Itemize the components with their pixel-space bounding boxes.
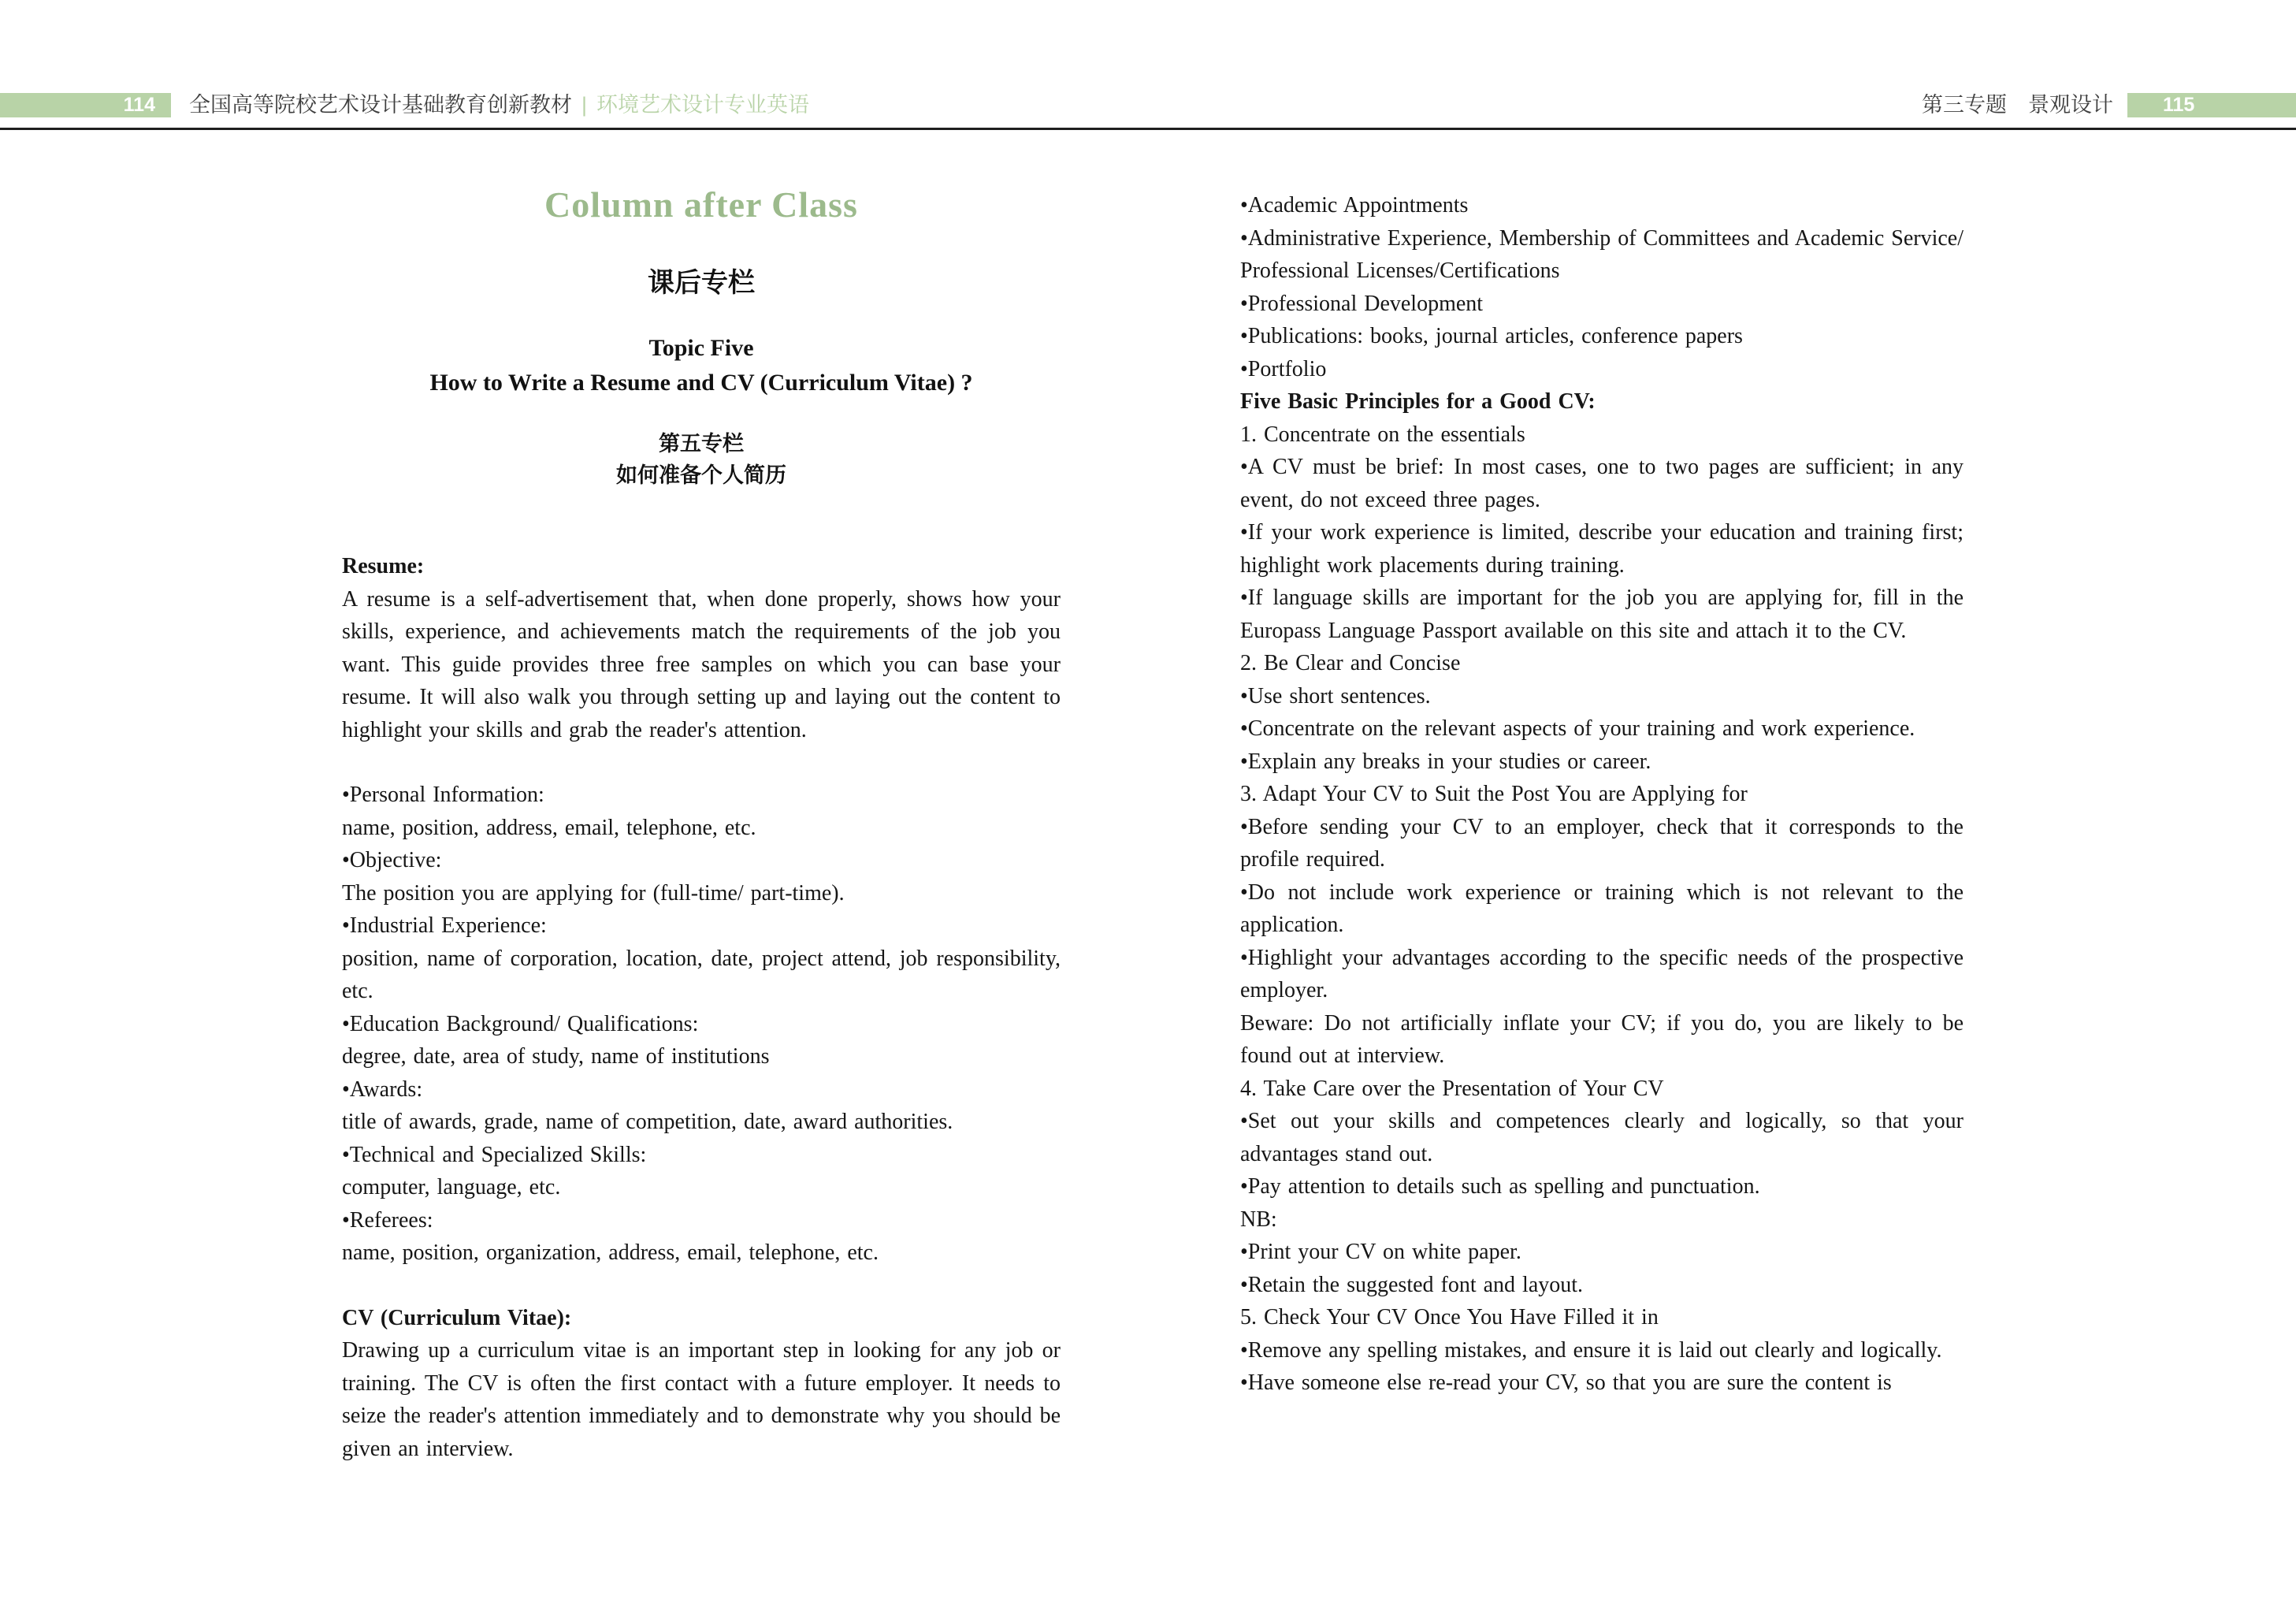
list-item-label: •Technical and Specialized Skills: [342, 1142, 647, 1167]
paragraph-line: •Before sending your CV to an employer, check that it corresponds to the profile required. [1240, 814, 1963, 872]
list-item-detail: degree, date, area of study, name of institutions [342, 1044, 770, 1069]
paragraph-line: •Portfolio [1240, 356, 1327, 381]
resume-items-list [342, 779, 1061, 1270]
spacer [342, 746, 1061, 779]
paragraph-line: •Print your CV on white paper. [1240, 1240, 1521, 1264]
paragraph-line: •If language skills are important for the job you are applying for, fill in the Europass Language Passport available on this site and attach it to the CV. [1240, 586, 1963, 643]
paragraph-line: •Do not include work experience or training which is not relevant to the application. [1240, 880, 1963, 937]
right-page-number: 115 [2163, 94, 2195, 116]
paragraph-line: •Administrative Experience, Membership of Committees and Academic Service/ Professional Licenses/Certifications [1240, 225, 1963, 283]
list-item-label: •Referees: [342, 1207, 433, 1233]
paragraph-line: •Remove any spelling mistakes, and ensure it is laid out clearly and logically. [1240, 1337, 1942, 1363]
paragraph-line: •A CV must be brief: In most cases, one to two pages are sufficient; in any event, do not exceed three pages. [1240, 455, 1963, 512]
left-page-number-bar [0, 93, 171, 117]
paragraph-line: 3. Adapt Your CV to Suit the Post You are Applying for [1240, 782, 1748, 806]
list-item-label: •Objective: [342, 848, 442, 872]
paragraph-line: •Concentrate on the relevant aspects of your training and work experience. [1240, 716, 1915, 741]
list-item-label: •Awards: [342, 1077, 423, 1102]
spacer [342, 1270, 1061, 1302]
topic-title: How to Write a Resume and CV (Curriculum Vitae) ? [429, 370, 973, 396]
right-page-body [1240, 189, 1963, 1400]
column-title-en: Column after Class [544, 184, 858, 225]
paragraph-line: Five Basic Principles for a Good CV: [1240, 389, 1596, 414]
paragraph-line: •Use short sentences. [1240, 683, 1431, 708]
list-item-label: •Industrial Experience: [342, 913, 547, 938]
right-running-header [1922, 93, 2113, 117]
paragraph-line: •If your work experience is limited, describe your education and training first; highlight work placements during training. [1240, 520, 1963, 578]
resume-paragraph: A resume is a self-advertisement that, when done properly, shows how your skills, experience, and achievements match the requirements of the job you want. This guide provides three free samples on which you can base your resume. It will also walk you through setting up and laying out the content to highlight your skills and grab the reader's attention. [342, 586, 1061, 742]
cv-paragraph: Drawing up a curriculum vitae is an important step in looking for any job or training. The CV is often the first contact with a future employer. It needs to seize the reader's attention immediately and to demonstrate why you should be given an interview. [342, 1338, 1061, 1461]
list-item-detail: name, position, address, email, telephone, etc. [342, 815, 756, 840]
right-page-number-bar [2127, 93, 2296, 117]
paragraph-line: 4. Take Care over the Presentation of Your CV [1240, 1076, 1664, 1101]
list-item-label: •Personal Information: [342, 783, 544, 807]
header-separator: | [581, 93, 588, 117]
topic-number-cn: 第五专栏 [659, 432, 744, 456]
left-page-body [342, 550, 1061, 1465]
paragraph-line: •Academic Appointments [1240, 193, 1469, 218]
cv-heading: CV (Curriculum Vitae): [342, 1305, 572, 1330]
chapter-title: 第三专题 景观设计 [1922, 93, 2113, 117]
list-item-detail: computer, language, etc. [342, 1175, 561, 1199]
resume-heading: Resume: [342, 554, 425, 578]
left-running-header [189, 93, 809, 117]
paragraph-line: •Retain the suggested font and layout. [1240, 1272, 1584, 1297]
list-item-detail: title of awards, grade, name of competition, date, award authorities. [342, 1110, 953, 1134]
paragraph-line: 2. Be Clear and Concise [1240, 651, 1461, 675]
paragraph-line: •Pay attention to details such as spelling and punctuation. [1240, 1174, 1760, 1199]
paragraph-line: Beware: Do not artificially inflate your CV; if you do, you are likely to be found out at interview. [1240, 1010, 1963, 1068]
list-item-label: •Education Background/ Qualifications: [342, 1011, 699, 1036]
left-page-headings [342, 183, 1061, 491]
book-title: 环境艺术设计专业英语 [596, 93, 810, 117]
cv-principles-list [1240, 189, 1963, 1400]
series-title: 全国高等院校艺术设计基础教育创新教材 [189, 93, 572, 117]
paragraph-line: •Have someone else re-read your CV, so that you are sure the content is [1240, 1370, 1892, 1395]
paragraph-line: 5. Check Your CV Once You Have Filled it in [1240, 1305, 1659, 1330]
list-item-detail: name, position, organization, address, email, telephone, etc. [342, 1240, 879, 1265]
paragraph-line: 1. Concentrate on the essentials [1240, 422, 1525, 447]
paragraph-line: •Professional Development [1240, 291, 1484, 316]
paragraph-line: •Set out your skills and competences clearly and logically, so that your advantages stand out. [1240, 1109, 1963, 1166]
paragraph-line: •Publications: books, journal articles, conference papers [1240, 324, 1743, 348]
list-item-detail: The position you are applying for (full-time/ part-time). [342, 880, 845, 906]
paragraph-line: NB: [1240, 1207, 1277, 1232]
topic-number: Topic Five [648, 335, 754, 361]
topic-title-cn: 如何准备个人简历 [616, 463, 786, 487]
header-rule [0, 128, 2296, 130]
left-page-number: 114 [123, 94, 155, 116]
list-item-detail: position, name of corporation, location, date, project attend, job responsibility, etc. [342, 946, 1061, 1003]
column-title-cn: 课后专栏 [648, 269, 755, 298]
paragraph-line: •Highlight your advantages according to the specific needs of the prospective employer. [1240, 945, 1963, 1002]
paragraph-line: •Explain any breaks in your studies or career. [1240, 749, 1651, 774]
